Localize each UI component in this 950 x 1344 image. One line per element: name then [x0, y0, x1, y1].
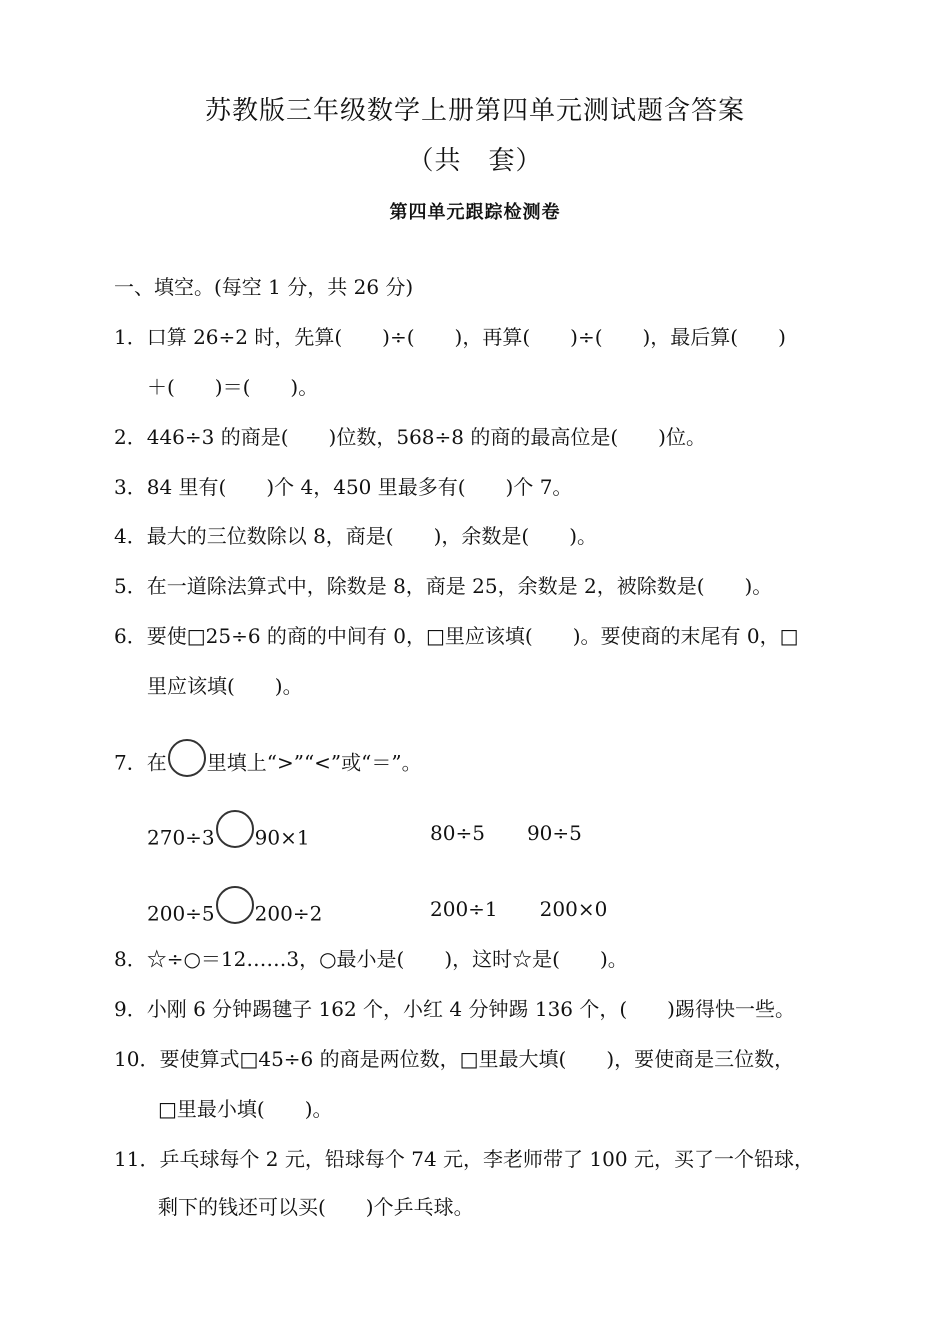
question-10-line-1: 10．要使算式□45÷6 的商是两位数，□里最大填( )，要使商是三位数， [114, 1047, 795, 1071]
document-title-line-2: （共 套） [407, 146, 543, 176]
compare-circle-1[interactable] [216, 810, 254, 848]
question-6-line-2: 里应该填( )。 [147, 674, 303, 698]
question-5: 5．在一道除法算式中，除数是 8，商是 25，余数是 2，被除数是( )。 [114, 574, 773, 598]
question-11-line-1: 11．乒乓球每个 2 元，铅球每个 74 元，李老师带了 100 元，买了一个铅球， [114, 1147, 814, 1171]
question-11-line-2: 剩下的钱还可以买( )个乒乓球。 [158, 1195, 474, 1219]
question-6-line-1: 6．要使□25÷6 的商的中间有 0，□里应该填( )。要使商的末尾有 0，□ [114, 624, 799, 648]
expression-2-left: 80÷5 [430, 821, 485, 845]
question-7 [114, 745, 422, 783]
expression-row-2-left [147, 896, 322, 934]
section-heading: 一、填空。(每空 1 分，共 26 分) [114, 275, 414, 299]
question-3: 3．84 里有( )个 4，450 里最多有( )个 7。 [114, 475, 573, 499]
expression-2-right: 90÷5 [526, 821, 582, 845]
expression-row-1-right [430, 820, 582, 846]
question-9: 9．小刚 6 分钟踢毽子 162 个，小红 4 分钟踢 136 个，( )踢得快一些。 [114, 997, 795, 1021]
expression-1-right: 90×1 [254, 825, 310, 850]
question-7-suffix: 里填上“>”“<”或“＝”。 [206, 750, 422, 775]
question-10-line-2: □里最小填( )。 [158, 1097, 333, 1121]
expression-3-left: 200÷5 [147, 901, 215, 926]
question-4: 4．最大的三位数除以 8，商是( )，余数是( )。 [114, 524, 598, 548]
expression-3-right: 200÷2 [254, 901, 323, 926]
expression-4-right: 200×0 [539, 897, 608, 921]
document-title: 苏教版三年级数学上册第四单元测试题含答案 [204, 96, 745, 126]
question-1-line-2: ＋( )＝( )。 [147, 375, 319, 399]
expression-4-left: 200÷1 [430, 897, 498, 921]
expression-row-2-right [430, 896, 607, 922]
question-8: 8．☆÷○＝12……3，○最小是( )，这时☆是( )。 [114, 947, 628, 971]
question-1-line-1: 1．口算 26÷2 时，先算( )÷( )，再算( )÷( )，最后算( ) [114, 325, 786, 349]
question-7-prefix: 7．在 [114, 750, 167, 775]
compare-circle-3[interactable] [216, 886, 254, 924]
expression-row-1-left [147, 820, 310, 858]
expression-1-left: 270÷3 [147, 825, 215, 850]
question-2: 2．446÷3 的商是( )位数，568÷8 的商的最高位是( )位。 [114, 425, 706, 449]
section-subtitle: 第四单元跟踪检测卷 [389, 202, 561, 223]
compare-circle-icon [168, 739, 206, 777]
